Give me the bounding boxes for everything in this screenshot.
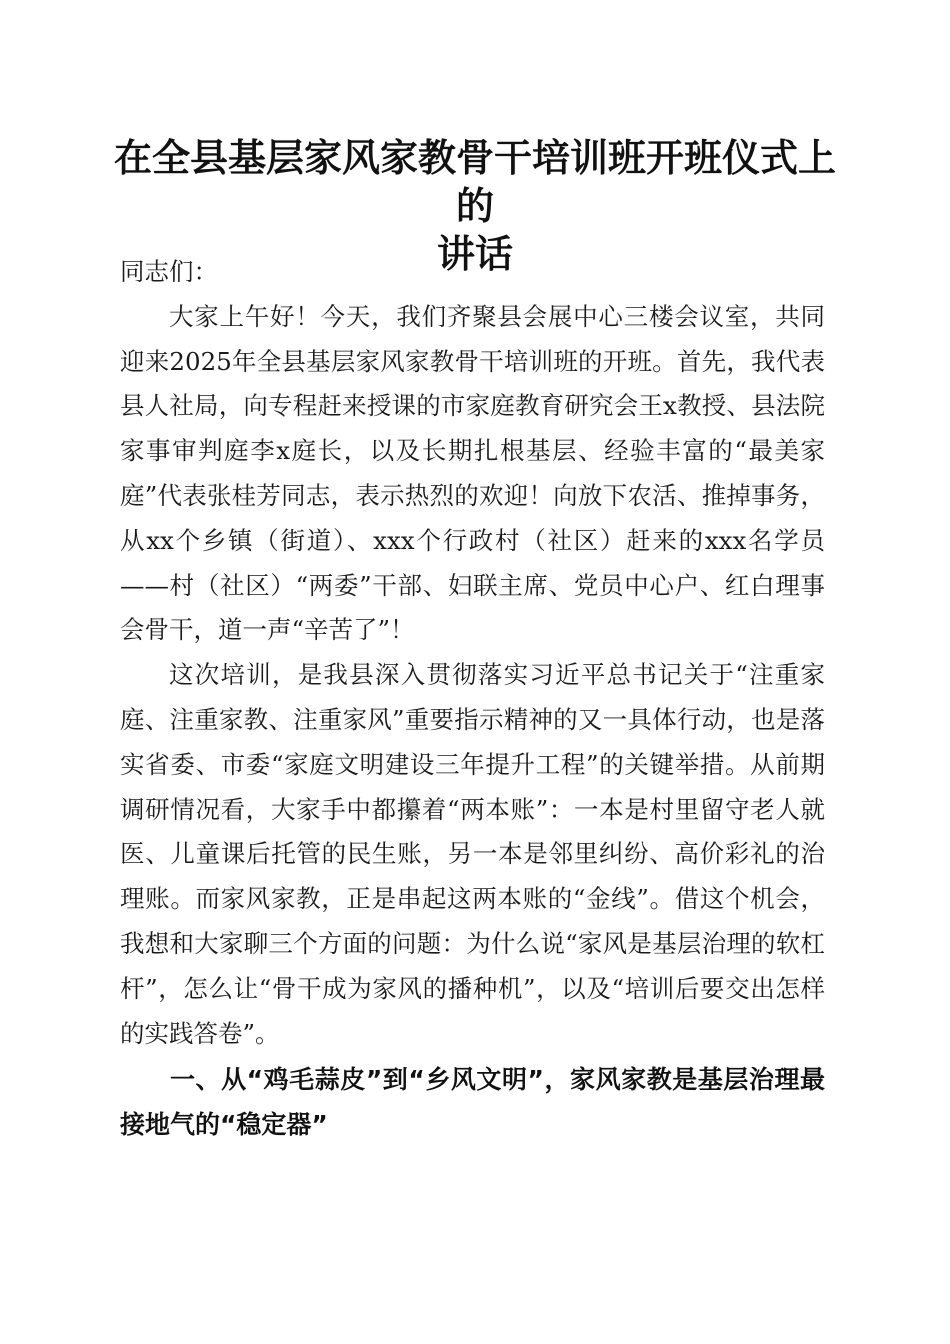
paragraph-welcome: 大家上午好！今天，我们齐聚县会展中心三楼会议室，共同迎来2025年全县基层家风家教骨干培训班的开班。首先，我代表县人社局，向专程赶来授课的市家庭教育研究会王x教授、县法院家事审判庭李x庭长，以及长期扎根基层、经验丰富的“最美家庭”代表张桂芳同志，表示热烈的欢迎！向放下农活、推掉事务，从xx个乡镇（街道）、xxx个行政村（社区）赶来的xxx名学员——村（社区）“两委”干部、妇联主席、党员中心户、红白理事会骨干，道一声“辛苦了”！: [120, 301, 825, 645]
title-line-2: 讲话: [436, 231, 513, 276]
title-line-1: 在全县基层家风家教骨干培训班开班仪式上的: [113, 135, 836, 228]
section-heading-1: 一、从“鸡毛蒜皮”到“乡风文明”，家风家教是基层治理最接地气的“稳定器”: [120, 1065, 825, 1140]
salutation: 同志们：: [120, 257, 218, 286]
document-body: [120, 250, 825, 1148]
paragraph-purpose: 这次培训，是我县深入贯彻落实习近平总书记关于“注重家庭、注重家教、注重家风”重要指示精神的又一具体行动，也是落实省委、市委“家庭文明建设三年提升工程”的关键举措。从前期调研情况看，大家手中都攥着“两本账”：一本是村里留守老人就医、儿童课后托管的民生账，另一本是邻里纠纷、高价彩礼的治理账。而家风家教，正是串起这两本账的“金线”。借这个机会，我想和大家聊三个方面的问题：为什么说“家风是基层治理的软杠杆”，怎么让“骨干成为家风的播种机”，以及“培训后要交出怎样的实践答卷”。: [120, 660, 825, 1048]
